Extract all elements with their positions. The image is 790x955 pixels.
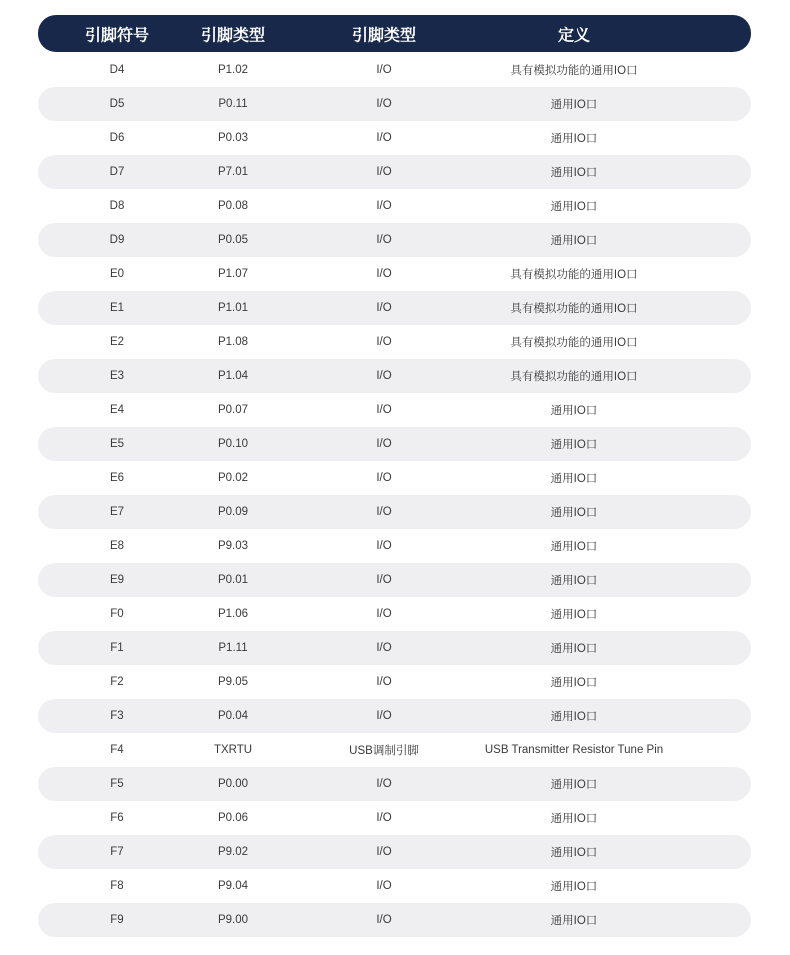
- cell-pin-type: I/O: [376, 846, 392, 858]
- cell-pin-name: P9.03: [217, 540, 249, 552]
- cell-pin-symbol: D7: [109, 166, 125, 178]
- cell-pin-symbol: F2: [110, 676, 124, 688]
- cell-pin-symbol: F8: [110, 880, 124, 892]
- cell-pin-symbol: E5: [109, 438, 125, 450]
- table-row: [38, 325, 751, 359]
- pin-table: [38, 15, 751, 937]
- table-row: [38, 291, 751, 325]
- cell-pin-type: I/O: [376, 438, 392, 450]
- cell-pin-type: I/O: [376, 132, 392, 144]
- cell-pin-type: I/O: [376, 268, 392, 280]
- cell-pin-name: P9.00: [217, 914, 249, 926]
- cell-definition: 通用IO口: [550, 779, 598, 791]
- cell-pin-name: P0.06: [217, 812, 249, 824]
- cell-definition: 通用IO口: [550, 711, 598, 723]
- cell-pin-name: P0.04: [217, 710, 249, 722]
- header-pin-symbol: 引脚符号: [84, 27, 149, 44]
- cell-pin-type: I/O: [376, 336, 392, 348]
- cell-definition: 通用IO口: [550, 235, 598, 247]
- cell-definition: 通用IO口: [550, 507, 598, 519]
- table-row: [38, 835, 751, 869]
- cell-pin-type: I/O: [376, 778, 392, 790]
- cell-pin-type: USB调制引脚: [349, 745, 419, 757]
- cell-definition: 具有模拟功能的通用IO口: [510, 65, 638, 77]
- cell-pin-type: I/O: [376, 676, 392, 688]
- cell-pin-name: P7.01: [217, 166, 249, 178]
- cell-pin-symbol: E6: [109, 472, 125, 484]
- cell-pin-type: I/O: [376, 200, 392, 212]
- table-header: [38, 15, 751, 52]
- cell-pin-name: P0.02: [217, 472, 249, 484]
- table-row: [38, 869, 751, 903]
- cell-definition: 通用IO口: [550, 439, 598, 451]
- cell-definition: 通用IO口: [550, 813, 598, 825]
- cell-pin-type: I/O: [376, 812, 392, 824]
- cell-pin-symbol: E8: [109, 540, 125, 552]
- table-row: [38, 53, 751, 87]
- cell-pin-name: P1.04: [217, 370, 249, 382]
- cell-pin-symbol: E0: [109, 268, 125, 280]
- cell-pin-type: I/O: [376, 98, 392, 110]
- cell-pin-name: P0.00: [217, 778, 249, 790]
- cell-definition: 通用IO口: [550, 643, 598, 655]
- cell-pin-type: I/O: [376, 302, 392, 314]
- cell-definition: USB Transmitter Resistor Tune Pin: [484, 744, 664, 756]
- table-row: [38, 359, 751, 393]
- cell-pin-type: I/O: [376, 710, 392, 722]
- table-row: [38, 665, 751, 699]
- cell-pin-type: I/O: [376, 404, 392, 416]
- cell-definition: 通用IO口: [550, 677, 598, 689]
- cell-pin-symbol: F7: [110, 846, 124, 858]
- cell-pin-symbol: E9: [109, 574, 125, 586]
- cell-pin-type: I/O: [376, 574, 392, 586]
- table-row: [38, 427, 751, 461]
- cell-definition: 具有模拟功能的通用IO口: [510, 337, 638, 349]
- table-row: [38, 801, 751, 835]
- table-row: [38, 563, 751, 597]
- cell-pin-symbol: D5: [109, 98, 125, 110]
- cell-pin-name: P1.01: [217, 302, 249, 314]
- cell-definition: 通用IO口: [550, 167, 598, 179]
- table-row: [38, 733, 751, 767]
- cell-pin-symbol: F1: [110, 642, 124, 654]
- table-row: [38, 393, 751, 427]
- cell-pin-type: I/O: [376, 880, 392, 892]
- cell-definition: 通用IO口: [550, 575, 598, 587]
- table-body: [38, 53, 751, 937]
- cell-pin-type: I/O: [376, 506, 392, 518]
- table-row: [38, 631, 751, 665]
- cell-pin-type: I/O: [376, 608, 392, 620]
- cell-pin-type: I/O: [376, 472, 392, 484]
- cell-pin-name: P9.04: [217, 880, 249, 892]
- table-row: [38, 257, 751, 291]
- cell-pin-symbol: F6: [110, 812, 124, 824]
- cell-pin-type: I/O: [376, 234, 392, 246]
- header-pin-type-2: 引脚类型: [351, 27, 416, 44]
- cell-pin-name: P0.08: [217, 200, 249, 212]
- cell-pin-name: P0.03: [217, 132, 249, 144]
- cell-definition: 通用IO口: [550, 133, 598, 145]
- cell-pin-symbol: E4: [109, 404, 125, 416]
- cell-pin-name: P1.06: [217, 608, 249, 620]
- table-row: [38, 87, 751, 121]
- cell-pin-symbol: E3: [109, 370, 125, 382]
- cell-definition: 具有模拟功能的通用IO口: [510, 371, 638, 383]
- cell-pin-symbol: F4: [110, 744, 124, 756]
- cell-definition: 通用IO口: [550, 915, 598, 927]
- cell-pin-name: P1.08: [217, 336, 249, 348]
- cell-definition: 具有模拟功能的通用IO口: [510, 303, 638, 315]
- cell-pin-symbol: E7: [109, 506, 125, 518]
- cell-definition: 具有模拟功能的通用IO口: [510, 269, 638, 281]
- cell-definition: 通用IO口: [550, 881, 598, 893]
- cell-pin-name: TXRTU: [213, 744, 253, 756]
- cell-pin-name: P0.01: [217, 574, 249, 586]
- header-definition: 定义: [557, 27, 590, 44]
- cell-definition: 通用IO口: [550, 609, 598, 621]
- cell-definition: 通用IO口: [550, 201, 598, 213]
- cell-pin-symbol: F9: [110, 914, 124, 926]
- cell-pin-symbol: D9: [109, 234, 125, 246]
- cell-definition: 通用IO口: [550, 473, 598, 485]
- cell-pin-type: I/O: [376, 540, 392, 552]
- cell-pin-symbol: D4: [109, 64, 125, 76]
- cell-pin-name: P0.10: [217, 438, 249, 450]
- cell-pin-name: P0.07: [217, 404, 249, 416]
- cell-definition: 通用IO口: [550, 541, 598, 553]
- table-row: [38, 767, 751, 801]
- table-row: [38, 495, 751, 529]
- cell-pin-name: P1.02: [217, 64, 249, 76]
- cell-pin-name: P1.11: [218, 642, 248, 654]
- table-row: [38, 461, 751, 495]
- cell-definition: 通用IO口: [550, 405, 598, 417]
- table-row: [38, 189, 751, 223]
- header-pin-type: 引脚类型: [200, 27, 265, 44]
- cell-pin-name: P1.07: [217, 268, 249, 280]
- table-row: [38, 223, 751, 257]
- cell-pin-type: I/O: [376, 642, 392, 654]
- table-row: [38, 529, 751, 563]
- table-row: [38, 903, 751, 937]
- cell-pin-symbol: E1: [109, 302, 125, 314]
- cell-definition: 通用IO口: [550, 99, 598, 111]
- cell-pin-type: I/O: [376, 370, 392, 382]
- cell-pin-symbol: D6: [109, 132, 125, 144]
- cell-pin-name: P0.05: [217, 234, 249, 246]
- cell-pin-symbol: F3: [110, 710, 124, 722]
- cell-definition: 通用IO口: [550, 847, 598, 859]
- cell-pin-name: P0.09: [217, 506, 249, 518]
- cell-pin-symbol: D8: [109, 200, 125, 212]
- table-row: [38, 699, 751, 733]
- cell-pin-type: I/O: [376, 166, 392, 178]
- cell-pin-name: P9.05: [217, 676, 249, 688]
- cell-pin-symbol: F5: [110, 778, 124, 790]
- table-row: [38, 121, 751, 155]
- cell-pin-name: P9.02: [217, 846, 249, 858]
- cell-pin-type: I/O: [376, 914, 392, 926]
- cell-pin-name: P0.11: [218, 98, 248, 110]
- cell-pin-type: I/O: [376, 64, 392, 76]
- table-row: [38, 155, 751, 189]
- table-row: [38, 597, 751, 631]
- cell-pin-symbol: F0: [110, 608, 124, 620]
- cell-pin-symbol: E2: [109, 336, 125, 348]
